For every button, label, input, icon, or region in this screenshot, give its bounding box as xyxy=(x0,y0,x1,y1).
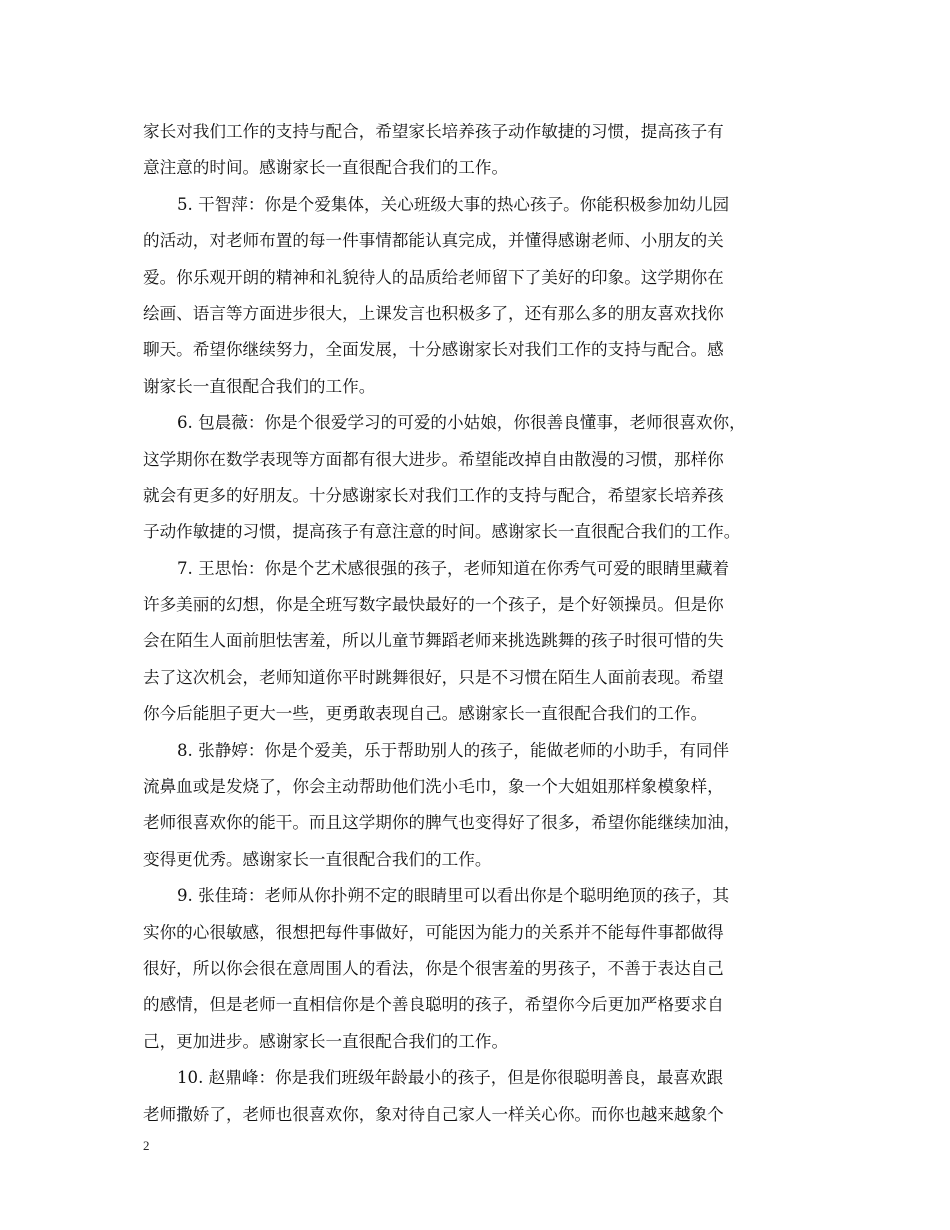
text-line: 子动作敏捷的习惯，提高孩子有意注意的时间。感谢家长一直很配合我们的工作。 xyxy=(143,522,741,542)
text-line: 流鼻血或是发烧了，你会主动帮助他们洗小毛巾，象一个大姐姐那样象模象样， xyxy=(143,777,724,797)
text-line: 聊天。希望你继续努力，全面发展，十分感谢家长对我们工作的支持与配合。感 xyxy=(143,340,724,360)
paragraph-first-line: 9. 张佳琦：老师从你扑朔不定的眼睛里可以看出你是个聪明绝顶的孩子，其 xyxy=(177,886,730,906)
text-line: 很好，所以你会很在意周围人的看法，你是个很害羞的男孩子，不善于表达自己 xyxy=(143,958,724,978)
text-line: 去了这次机会，老师知道你平时跳舞很好，只是不习惯在陌生人面前表现。希望 xyxy=(143,667,724,687)
paragraph-first-line: 7. 王思怡：你是个艺术感很强的孩子，老师知道在你秀气可爱的眼睛里藏着 xyxy=(177,558,730,578)
text-line: 家长对我们工作的支持与配合，希望家长培养孩子动作敏捷的习惯，提高孩子有 xyxy=(143,122,724,141)
text-line: 会在陌生人面前胆怯害羞，所以儿童节舞蹈老师来挑选跳舞的孩子时很可惜的失 xyxy=(143,631,724,651)
text-line: 的感情，但是老师一直相信你是个善良聪明的孩子，希望你今后更加严格要求自 xyxy=(143,995,724,1015)
text-line: 就会有更多的好朋友。十分感谢家长对我们工作的支持与配合，希望家长培养孩 xyxy=(143,485,724,505)
text-line: 爱。你乐观开朗的精神和礼貌待人的品质给老师留下了美好的印象。这学期你在 xyxy=(143,267,724,287)
text-line: 老师撒娇了，老师也很喜欢你，象对待自己家人一样关心你。而你也越来越象个 xyxy=(143,1104,724,1124)
text-line: 你今后能胆子更大一些，更勇敢表现自己。感谢家长一直很配合我们的工作。 xyxy=(143,704,708,724)
paragraph-first-line: 8. 张静婷：你是个爱美，乐于帮助别人的孩子，能做老师的小助手，有同伴 xyxy=(177,740,730,760)
text-line: 许多美丽的幻想，你是全班写数字最快最好的一个孩子，是个好领操员。但是你 xyxy=(143,595,724,615)
text-line: 这学期你在数学表现等方面都有很大进步。希望能改掉自由散漫的习惯，那样你 xyxy=(143,449,724,469)
text-line: 的活动，对老师布置的每一件事情都能认真完成，并懂得感谢老师、小朋友的关 xyxy=(143,231,724,251)
paragraph-first-line: 6. 包晨薇：你是个很爱学习的可爱的小姑娘，你很善良懂事，老师很喜欢你， xyxy=(177,413,746,433)
text-line: 绘画、语言等方面进步很大，上课发言也积极多了，还有那么多的朋友喜欢找你 xyxy=(143,303,724,323)
paragraph-first-line: 5. 干智萍：你是个爱集体，关心班级大事的热心孩子。你能积极参加幼儿园 xyxy=(177,194,730,214)
page-number: 2 xyxy=(143,1138,150,1153)
document-body xyxy=(143,114,807,1133)
paragraph-first-line: 10. 赵鼎峰：你是我们班级年龄最小的孩子，但是你很聪明善良，最喜欢跟 xyxy=(177,1068,724,1088)
text-line: 己，更加进步。感谢家长一直很配合我们的工作。 xyxy=(143,1031,509,1051)
text-line: 变得更优秀。感谢家长一直很配合我们的工作。 xyxy=(143,849,492,869)
text-line: 实你的心很敏感，很想把每件事做好，可能因为能力的关系并不能每件事都做得 xyxy=(143,922,724,942)
text-line: 谢家长一直很配合我们的工作。 xyxy=(143,376,376,396)
text-line: 老师很喜欢你的能干。而且这学期你的脾气也变得好了很多，希望你能继续加油， xyxy=(143,813,741,833)
text-line: 意注意的时间。感谢家长一直很配合我们的工作。 xyxy=(143,158,509,178)
